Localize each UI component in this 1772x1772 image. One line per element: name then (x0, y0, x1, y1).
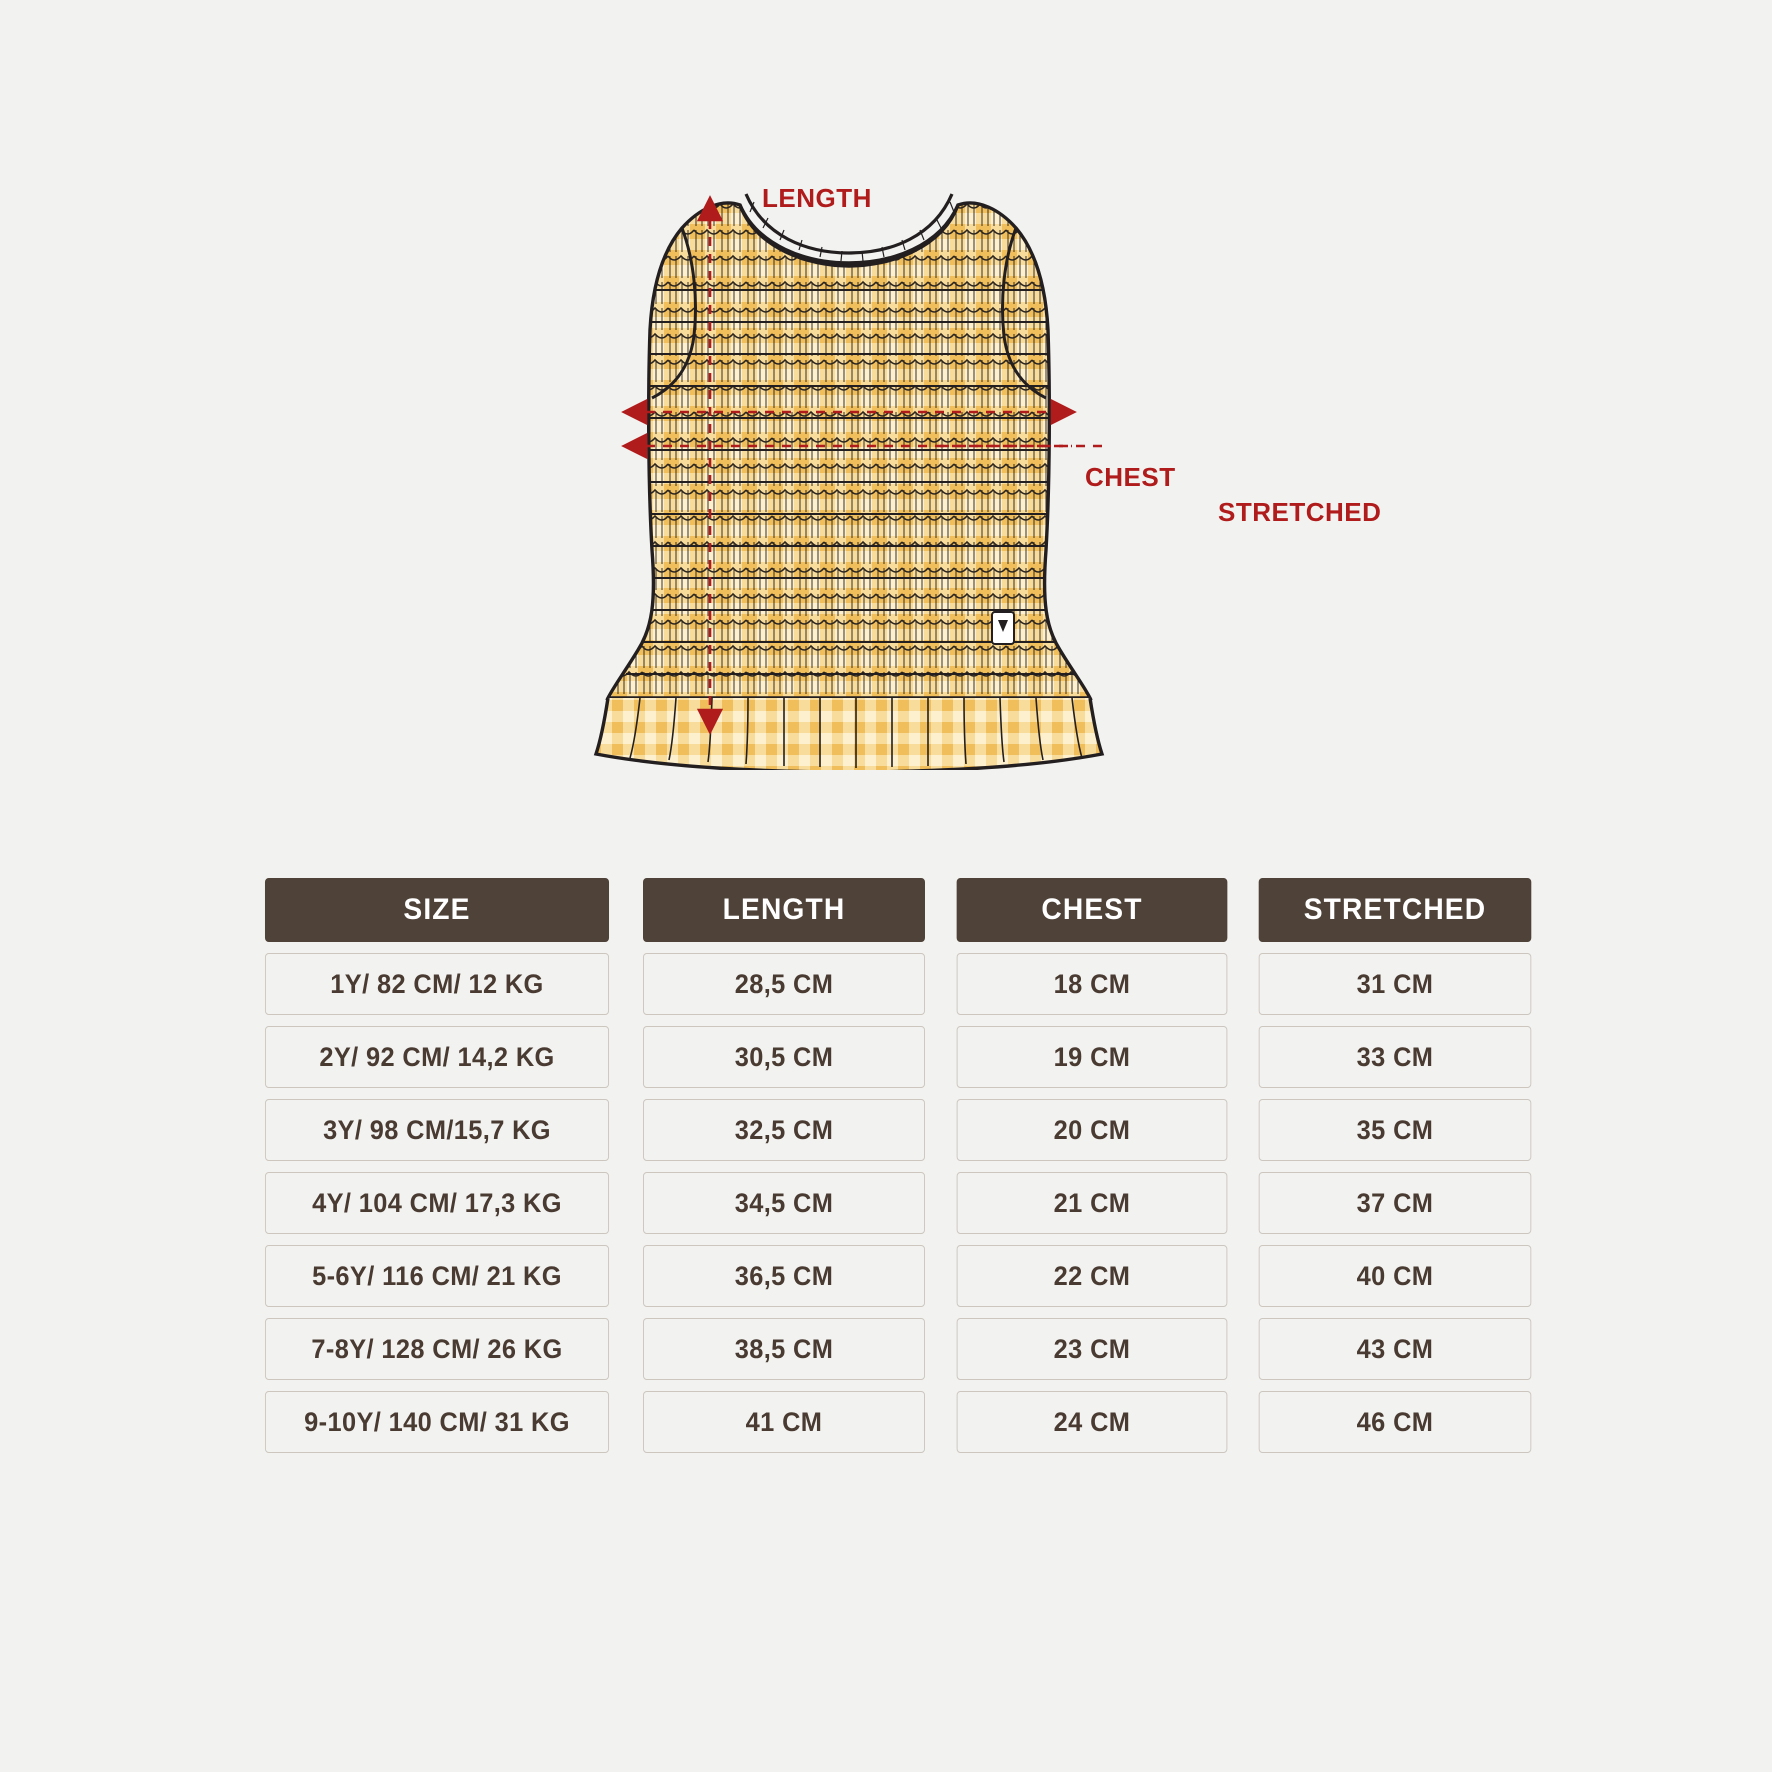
cell-size: 3Y/ 98 CM/15,7 KG (265, 1099, 609, 1161)
cell-size: 9-10Y/ 140 CM/ 31 KG (265, 1391, 609, 1453)
care-label-tag (992, 612, 1014, 644)
cell-size: 2Y/ 92 CM/ 14,2 KG (265, 1026, 609, 1088)
table-row (254, 1391, 1544, 1453)
cell-chest: 23 CM (957, 1318, 1228, 1380)
cell-size: 5-6Y/ 116 CM/ 21 KG (265, 1245, 609, 1307)
cell-length: 30,5 CM (643, 1026, 925, 1088)
column-header-length: LENGTH (643, 878, 925, 942)
cell-stretched: 35 CM (1259, 1099, 1532, 1161)
dress-illustration (590, 150, 1110, 770)
dress-body (590, 150, 1110, 710)
table-row (254, 1172, 1544, 1234)
table-row (254, 1099, 1544, 1161)
table-row (254, 1318, 1544, 1380)
cell-length: 38,5 CM (643, 1318, 925, 1380)
table-row (254, 953, 1544, 1015)
chest-annotation-label: CHEST (1085, 462, 1176, 492)
cell-length: 28,5 CM (643, 953, 925, 1015)
cell-chest: 19 CM (957, 1026, 1228, 1088)
length-annotation-label: LENGTH (762, 183, 872, 213)
stretched-annotation-label: STRETCHED (1218, 497, 1382, 527)
cell-stretched: 46 CM (1259, 1391, 1532, 1453)
cell-length: 41 CM (643, 1391, 925, 1453)
table-row (254, 1245, 1544, 1307)
cell-stretched: 43 CM (1259, 1318, 1532, 1380)
cell-size: 1Y/ 82 CM/ 12 KG (265, 953, 609, 1015)
table-row (254, 1026, 1544, 1088)
cell-chest: 18 CM (957, 953, 1228, 1015)
cell-chest: 22 CM (957, 1245, 1228, 1307)
cell-length: 32,5 CM (643, 1099, 925, 1161)
table-header-row (254, 878, 1544, 942)
cell-stretched: 33 CM (1259, 1026, 1532, 1088)
cell-chest: 20 CM (957, 1099, 1228, 1161)
column-header-chest: CHEST (957, 878, 1228, 942)
size-chart-table (254, 878, 1544, 1464)
cell-stretched: 37 CM (1259, 1172, 1532, 1234)
column-header-size: SIZE (265, 878, 609, 942)
cell-chest: 21 CM (957, 1172, 1228, 1234)
garment-diagram (0, 0, 1772, 880)
cell-chest: 24 CM (957, 1391, 1228, 1453)
cell-length: 34,5 CM (643, 1172, 925, 1234)
cell-size: 7-8Y/ 128 CM/ 26 KG (265, 1318, 609, 1380)
cell-stretched: 40 CM (1259, 1245, 1532, 1307)
column-header-stretched: STRETCHED (1259, 878, 1532, 942)
cell-stretched: 31 CM (1259, 953, 1532, 1015)
cell-length: 36,5 CM (643, 1245, 925, 1307)
cell-size: 4Y/ 104 CM/ 17,3 KG (265, 1172, 609, 1234)
